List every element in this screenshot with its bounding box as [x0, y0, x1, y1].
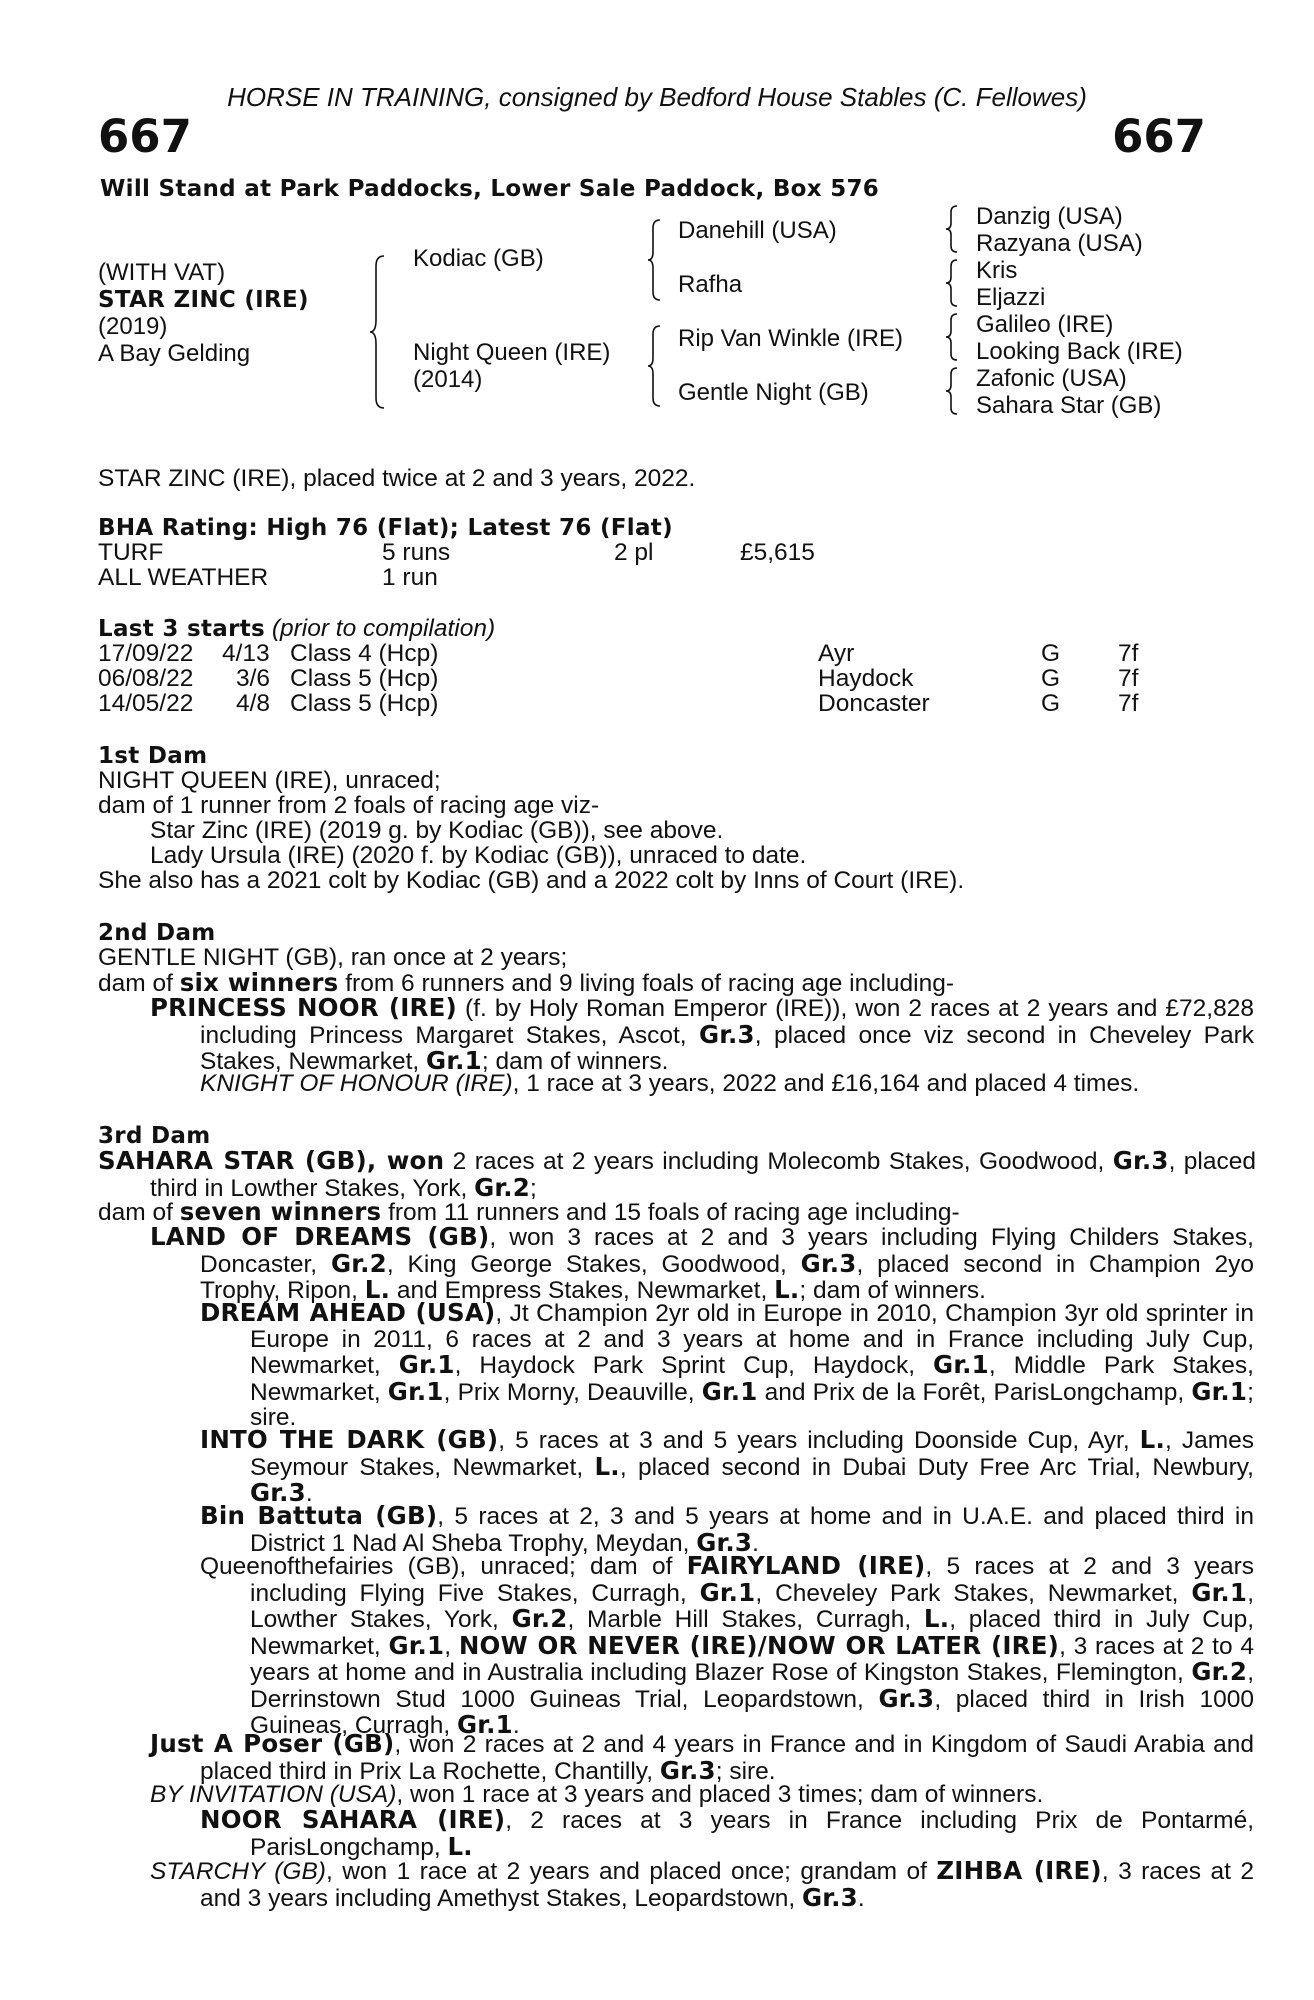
start-3-race: Class 5 (Hcp)	[290, 690, 439, 717]
dam2-winners-count: six winners	[179, 968, 339, 997]
race-summary: STAR ZINC (IRE), placed twice at 2 and 3 years, 2022.	[98, 465, 696, 492]
last-starts-heading	[98, 616, 495, 643]
start-2-date: 06/08/22	[98, 665, 194, 692]
sahara-star-name: SAHARA STAR (GB)	[98, 1146, 367, 1175]
dam3-winners-count: seven winners	[179, 1197, 382, 1226]
dam2-knight-of-honour: KNIGHT OF HONOUR (IRE), 1 race at 3 years, 2022 and £16,164 and placed 4 times.	[200, 1070, 1140, 1097]
into-the-dark-name: INTO THE DARK (GB)	[200, 1425, 499, 1454]
zihba-name: ZIHBA (IRE)	[936, 1856, 1102, 1885]
dam3-just-a-poser: Just A Poser (GB), won 2 races at 2 and 4 years in France and in Kingdom of Saudi Arabia and placed third in Prix La Rochette, Chantilly, Gr.3; sire.	[150, 1729, 1254, 1785]
dam3-queenofthefairies: Queenofthefairies (GB), unraced; dam of FAIRYLAND (IRE), 5 races at 2 and 3 years including Flying Five Stakes, Curragh, Gr.1, Cheveley Park Stakes, Newmarket, Gr.1, Lowther Stakes, York, Gr.2, Marble Hill Stakes, Curragh, L., placed third in July Cup, Newmarket, Gr.1, NOW OR NEVER (IRE)/NOW OR LATER (IRE), 3 races at 2 to 4 years at home and in Australia including Blazer Rose of Kingston Stakes, Flemington, Gr.2, Derrinstown Stud 1000 Guineas Trial, Leopardstown, Gr.3, placed third in Irish 1000 Guineas, Curragh, Gr.1.	[200, 1551, 1255, 1739]
pedigree-bracket-g4	[946, 366, 962, 416]
start-3-date: 14/05/22	[98, 690, 194, 717]
start-2-race: Class 5 (Hcp)	[290, 665, 439, 692]
start-1-race: Class 4 (Hcp)	[290, 640, 439, 667]
pedigree-bracket-g3	[946, 312, 962, 362]
pedigree-g6: Looking Back (IRE)	[976, 338, 1183, 365]
pedigree-sire-dam: Rafha	[678, 271, 743, 298]
dam3-dream-ahead: DREAM AHEAD (USA), Jt Champion 2yr old in Europe in 2010, Champion 3yr old sprinter in Europe in 2011, 6 races at 2 and 3 years at home and in France including July Cup, Newmarket, Gr.1, Haydock Park Sprint Cup, Haydock, Gr.1, Middle Park Stakes, Newmarket, Gr.1, Prix Morny, Deauville, Gr.1 and Prix de la Forêt, ParisLongchamp, Gr.1; sire.	[200, 1298, 1254, 1431]
pedigree-dam-dam: Gentle Night (GB)	[678, 379, 869, 406]
dam3-title: 3rd Dam	[98, 1123, 211, 1149]
last-starts-note: (prior to compilation)	[271, 615, 496, 642]
dam1-line4: Lady Ursula (IRE) (2020 f. by Kodiac (GB)), unraced to date.	[150, 842, 807, 869]
dam1-title: 1st Dam	[98, 743, 208, 769]
last-starts-title: Last 3 starts	[98, 616, 266, 642]
pedigree-bracket-sire	[648, 218, 666, 302]
lot-number-right: 667	[1112, 110, 1206, 163]
bin-battuta-name: Bin Battuta (GB)	[200, 1501, 438, 1530]
fairyland-name: FAIRYLAND (IRE)	[686, 1551, 926, 1580]
dam2-line2: dam of six winners from 6 runners and 9 living foals of racing age including-	[98, 968, 954, 997]
horse-name: STAR ZINC (IRE)	[98, 287, 309, 313]
dam1-line3: Star Zinc (IRE) (2019 g. by Kodiac (GB)), see above.	[150, 817, 724, 844]
dam1-line5: She also has a 2021 colt by Kodiac (GB) and a 2022 colt by Inns of Court (IRE).	[98, 867, 965, 894]
rating-turf-earnings: £5,615	[740, 539, 815, 566]
start-3-pos: 4/8	[236, 690, 271, 717]
rating-turf-runs: 5 runs	[382, 539, 451, 566]
start-2-going: G	[1041, 665, 1061, 692]
pedigree-bracket-g1	[946, 204, 962, 254]
rating-aw-runs: 1 run	[382, 564, 438, 591]
pedigree-g4: Eljazzi	[976, 284, 1046, 311]
rating-aw-surface: ALL WEATHER	[98, 564, 269, 591]
pedigree-dam: Night Queen (IRE)	[413, 339, 611, 366]
pedigree-dam-year: (2014)	[413, 366, 483, 393]
land-of-dreams-name: LAND OF DREAMS (GB)	[150, 1222, 490, 1251]
dam3-starchy: STARCHY (GB), won 1 race at 2 years and placed once; grandam of ZIHBA (IRE), 3 races at 2 and 3 years including Amethyst Stakes, Leopardstown, Gr.3.	[150, 1856, 1254, 1912]
dam3-into-the-dark: INTO THE DARK (GB), 5 races at 3 and 5 years including Doonside Cup, Ayr, L., James Seymour Stakes, Newmarket, L., placed second in Dubai Duty Free Arc Trial, Newbury, Gr.3.	[200, 1425, 1254, 1507]
start-1-date: 17/09/22	[98, 640, 194, 667]
pedigree-sire: Kodiac (GB)	[413, 245, 544, 272]
consignor-header: HORSE IN TRAINING, consigned by Bedford House Stables (C. Fellowes)	[227, 82, 1087, 112]
pedigree-g3: Kris	[976, 257, 1018, 284]
dam3-land-of-dreams: LAND OF DREAMS (GB), won 3 races at 2 and 3 years including Flying Childers Stakes, Doncaster, Gr.2, King George Stakes, Goodwood, Gr.3, placed second in Champion 2yo Trophy, Ripon, L. and Empress Stakes, Newmarket, L.; dam of winners.	[150, 1222, 1254, 1304]
dam3-sahara-star: SAHARA STAR (GB), won 2 races at 2 years including Molecomb Stakes, Goodwood, Gr.3, placed third in Lowther Stakes, York, Gr.2;	[98, 1146, 1257, 1202]
dam1-line2: dam of 1 runner from 2 foals of racing age viz-	[98, 792, 600, 819]
pedigree-bracket-g2	[946, 258, 962, 308]
pedigree-dam-sire: Rip Van Winkle (IRE)	[678, 325, 903, 352]
pedigree-g7: Zafonic (USA)	[976, 365, 1127, 392]
dam2-title: 2nd Dam	[98, 920, 216, 946]
start-1-dist: 7f	[1118, 640, 1139, 667]
start-3-course: Doncaster	[818, 690, 930, 717]
start-2-dist: 7f	[1118, 665, 1139, 692]
start-3-dist: 7f	[1118, 690, 1139, 717]
by-invitation-name: BY INVITATION (USA)	[150, 1781, 397, 1808]
pedigree-bracket-main	[370, 254, 390, 410]
start-2-pos: 3/6	[236, 665, 271, 692]
dam3-noor-sahara: NOOR SAHARA (IRE), 2 races at 3 years in France including Prix de Pontarmé, ParisLongchamp, L.	[200, 1805, 1255, 1861]
horse-year: (2019)	[98, 313, 168, 340]
stand-location: Will Stand at Park Paddocks, Lower Sale Paddock, Box 576	[100, 176, 880, 202]
start-1-pos: 4/13	[222, 640, 270, 667]
dam2-line1: GENTLE NIGHT (GB), ran once at 2 years;	[98, 944, 568, 971]
pedigree-g1: Danzig (USA)	[976, 203, 1123, 230]
just-a-poser-name: Just A Poser (GB)	[150, 1729, 395, 1758]
dam3-by-invitation: BY INVITATION (USA), won 1 race at 3 years and placed 3 times; dam of winners.	[150, 1781, 1044, 1808]
pedigree-g5: Galileo (IRE)	[976, 311, 1114, 338]
dream-ahead-name: DREAM AHEAD (USA)	[200, 1298, 496, 1327]
dam3-produce-line: dam of seven winners from 11 runners and 15 foals of racing age including-	[98, 1197, 960, 1226]
pedigree-g2: Razyana (USA)	[976, 230, 1143, 257]
lot-number-left: 667	[98, 110, 192, 163]
start-2-course: Haydock	[818, 665, 914, 692]
pedigree-g8: Sahara Star (GB)	[976, 392, 1162, 419]
noor-sahara-name: NOOR SAHARA (IRE)	[200, 1805, 506, 1834]
starchy-name: STARCHY (GB)	[150, 1858, 326, 1885]
bha-rating: BHA Rating: High 76 (Flat); Latest 76 (Flat)	[98, 515, 673, 541]
rating-turf-surface: TURF	[98, 539, 164, 566]
dam1-line1: NIGHT QUEEN (IRE), unraced;	[98, 767, 441, 794]
pedigree-sire-sire: Danehill (USA)	[678, 217, 837, 244]
vat-label: (WITH VAT)	[98, 259, 226, 286]
start-3-going: G	[1041, 690, 1061, 717]
dam2-princess-noor: PRINCESS NOOR (IRE) (f. by Holy Roman Emperor (IRE)), won 2 races at 2 years and £72,828 including Princess Margaret Stakes, Ascot, Gr.3, placed once viz second in Cheveley Park Stakes, Newmarket, Gr.1; dam of winners.	[150, 993, 1254, 1075]
rating-turf-placed: 2 pl	[614, 539, 654, 566]
now-or-never-name: NOW OR NEVER (IRE)/NOW OR LATER (IRE)	[458, 1630, 1060, 1660]
pedigree-bracket-dam	[648, 324, 666, 408]
start-1-going: G	[1041, 640, 1061, 667]
dam3-bin-battuta: Bin Battuta (GB), 5 races at 2, 3 and 5 years at home and in U.A.E. and placed third in District 1 Nad Al Sheba Trophy, Meydan, Gr.3.	[200, 1501, 1254, 1557]
horse-description: A Bay Gelding	[98, 340, 251, 367]
start-1-course: Ayr	[818, 640, 855, 667]
princess-noor-name: PRINCESS NOOR (IRE)	[150, 993, 457, 1022]
